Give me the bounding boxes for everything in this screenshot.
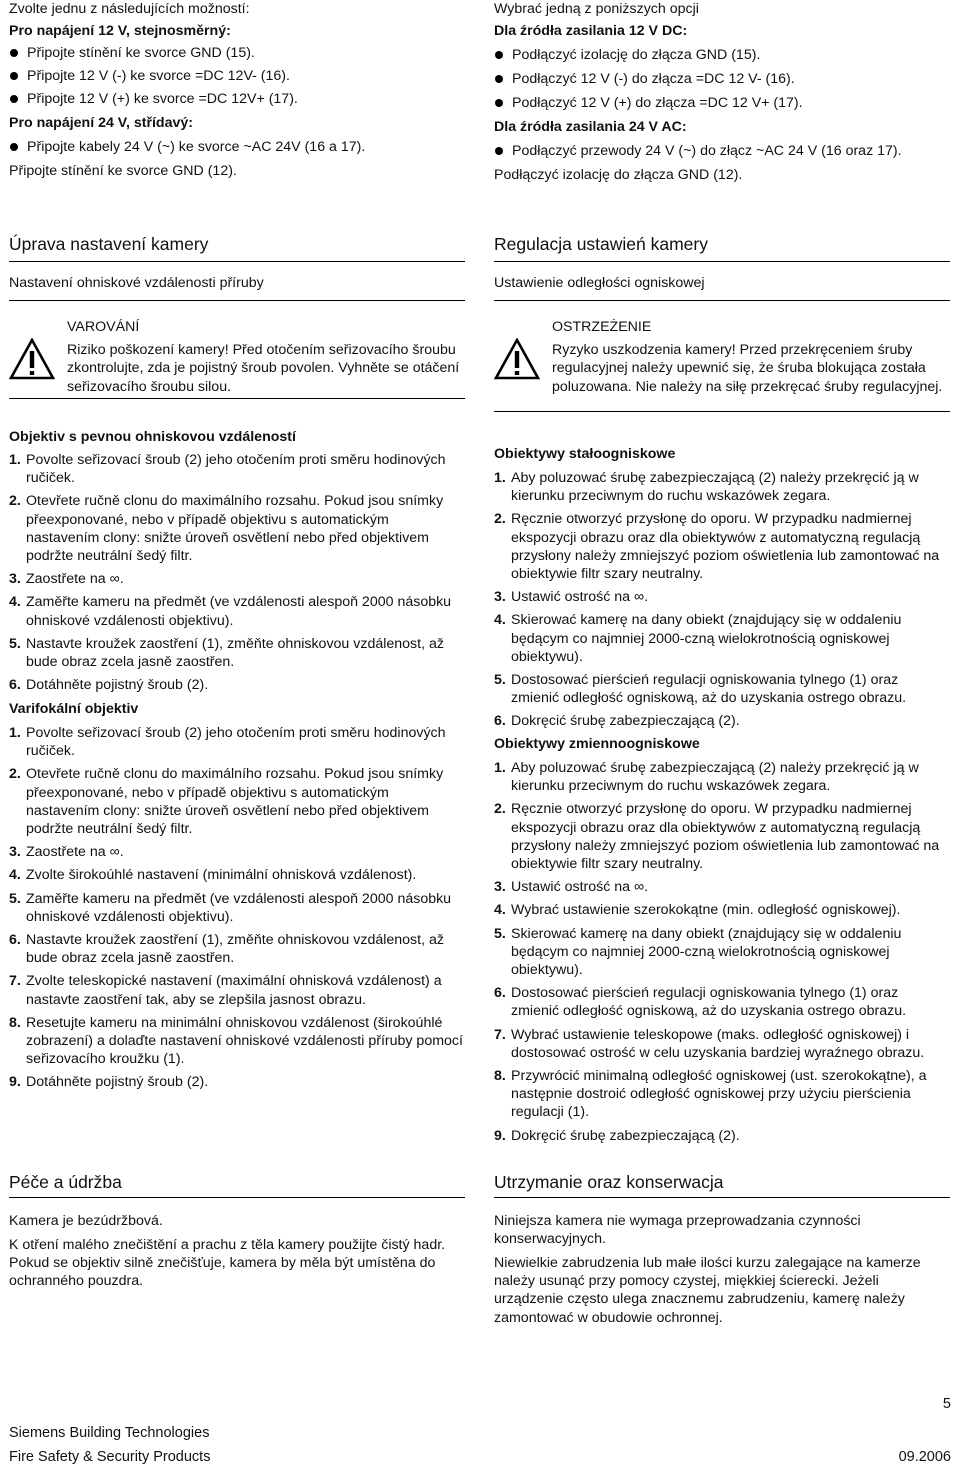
- step-item: 1. Povolte seřizovací šroub (2) jeho otočením proti směru hodinových ručiček.: [9, 725, 446, 760]
- step-item: 8. Resetujte kameru na minimální ohniskovou vzdálenost (širokoúhlé zobrazení) a dolaďte nastavení ohniskové vzdálenosti příruby pomocí seřizovacího kroužku (1).: [9, 1014, 463, 1068]
- step-item: 3. Zaostřete na ∞.: [9, 844, 124, 861]
- footer-division: Fire Safety & Security Products: [9, 1449, 211, 1465]
- footer-row: [9, 1449, 951, 1465]
- cz-adjust-title-block: [9, 234, 465, 262]
- pl-warning-box: [494, 318, 950, 412]
- cz-warning-box: [9, 318, 465, 399]
- pl-fixed-heading: Obiektywy stałoogniskowe: [494, 446, 676, 462]
- step-item: 1. Aby poluzować śrubę zabezpieczającą (2) należy przekręcić ją w kierunku przeciwnym do ruchu wskazówek zegara.: [494, 760, 919, 795]
- cz-dc-item: Připojte 12 V (+) ke svorce =DC 12V+ (17).: [9, 90, 483, 108]
- cz-warning-text: Riziko poškození kamery! Před otočením seřizovacího šroubu zkontrolujte, zda je pojistný šroub povolen. Vyhněte se otáčení seřizovacího šroubu silou.: [67, 342, 460, 395]
- footer-date: 09.2006: [898, 1449, 951, 1465]
- pl-ac-heading: Dla źródła zasilania 24 V AC:: [494, 119, 687, 135]
- step-item: 2. Otevřete ručně clonu do maximálního rozsahu. Pokud jsou snímky přeexponované, nebo v případě objektivu s automatickým nastavením clony: snižte úroveň osvětlení nebo před objektivem podržte neutrální šedý filtr.: [9, 493, 444, 565]
- cz-dc-heading: Pro napájení 12 V, stejnosměrný:: [9, 23, 231, 39]
- step-item: 7. Zvolte teleskopické nastavení (maximální ohnisková vzdálenost) a nastavte zaostření tak, aby se zlepšila jasnost obrazu.: [9, 973, 442, 1008]
- pl-fixed-steps: [494, 469, 950, 736]
- cz-care-p1: Kamera je bezúdržbová.: [9, 1213, 163, 1229]
- footer-company: Siemens Building Technologies: [9, 1425, 210, 1441]
- pl-dc-item: Podłączyć 12 V (-) do złącza =DC 12 V- (16).: [494, 70, 960, 88]
- step-item: 3. Ustawić ostrość na ∞.: [494, 589, 649, 606]
- cz-vari-heading: Varifokální objektiv: [9, 701, 139, 717]
- step-item: 5. Skierować kamerę na dany obiekt (znajdujący się w oddaleniu będącym co najmniej 2000-czną wielokrotnością ogniskowej obiektywu).: [494, 925, 902, 979]
- divider: [494, 300, 950, 301]
- page-number: 5: [942, 1396, 951, 1412]
- step-item: 6. Dokręcić śrubę zabezpieczającą (2).: [494, 713, 740, 730]
- step-item: 5. Nastavte kroužek zaostření (1), změňte ohniskovou vzdálenost, až bude obraz zcela jasně zaostřen.: [9, 635, 444, 671]
- pl-dc-heading: Dla źródła zasilania 12 V DC:: [494, 23, 688, 39]
- pl-care-p1: Niniejsza kamera nie wymaga przeprowadzania czynności konserwacyjnych.: [494, 1213, 861, 1248]
- pl-vari-steps: [494, 759, 950, 1150]
- cz-care-title: Péče a údržba: [9, 1172, 122, 1192]
- cz-fixed-heading: Objektiv s pevnou ohniskovou vzdáleností: [9, 429, 296, 445]
- step-item: 9. Dotáhněte pojistný šroub (2).: [9, 1074, 209, 1091]
- warning-icon: [9, 338, 55, 380]
- pl-care-title: Utrzymanie oraz konserwacja: [494, 1172, 724, 1192]
- cz-ac-heading: Pro napájení 24 V, střídavý:: [9, 115, 193, 131]
- warning-icon: [494, 338, 540, 380]
- pl-ac-item: Podłączyć przewody 24 V (~) do złącz ~AC 24 V (16 oraz 17).: [494, 142, 960, 160]
- cz-care-p2: K otření malého znečištění a prachu z těla kamery použijte čistý hadr. Pokud se objektiv silně znečišťuje, kamera by měla být umístěna do ochranného pouzdra.: [9, 1237, 446, 1290]
- pl-warning-text: Ryzyko uszkodzenia kamery! Przed przekręceniem śruby regulacyjnej należy upewnić się, że śruba blokująca została poluzowana. Nie należy na siłę przekręcać śruby regulacyjnej.: [552, 342, 943, 395]
- pl-adjust-subtitle: Ustawienie odległości ogniskowej: [494, 275, 705, 291]
- step-item: 6. Dostosować pierścień regulacji ogniskowania tylnego (1) oraz zmienić odległość ogniskową, aż do uzyskania ostrego obrazu.: [494, 985, 907, 1020]
- pl-dc-item: Podłączyć izolację do złącza GND (15).: [494, 46, 960, 64]
- step-item: 2. Ręcznie otworzyć przysłonę do oporu. W przypadku nadmiernej ekspozycji obrazu oraz dla obiektywów z automatyczną regulacją przysłony należy zmniejszyć poziom oświetlenia lub zamontować na obiektywie filtr szary neutralny.: [494, 511, 940, 583]
- step-item: 4. Zvolte širokoúhlé nastavení (minimální ohnisková vzdálenost).: [9, 867, 417, 884]
- pl-vari-heading: Obiektywy zmiennoogniskowe: [494, 736, 700, 752]
- cz-adjust-title: Úprava nastavení kamery: [9, 234, 209, 254]
- pl-adjust-title: Regulacja ustawień kamery: [494, 234, 708, 254]
- cz-intro: Zvolte jednu z následujících možností:: [9, 1, 250, 17]
- cz-warning-title: VAROVÁNÍ: [67, 319, 140, 335]
- pl-care-p2: Niewielkie zabrudzenia lub małe ilości kurzu zalegające na kamerze należy usunąć przy pomocy czystej, miękkiej ścierecki. Jeżeli urządzenie często ulega znacznemu zabrudzeniu, kamerę należy zamontować w obudowie ochronnej.: [494, 1255, 921, 1326]
- step-item: 8. Przywrócić minimalną odległość ogniskowej (ust. szerokokątne), a następnie dostroić odległość ogniskowej przy użyciu pierścienia regulacji (1).: [494, 1068, 927, 1121]
- step-item: 4. Zaměřte kameru na předmět (ve vzdálenosti alespoň 2000 násobku ohniskové vzdálenosti objektivu).: [9, 594, 452, 629]
- cz-vari-steps: [9, 724, 465, 1097]
- cz-dc-item: Připojte stínění ke svorce GND (15).: [9, 44, 483, 62]
- cz-adjust-subtitle: Nastavení ohniskové vzdálenosti příruby: [9, 275, 264, 291]
- step-item: 1. Povolte seřizovací šroub (2) jeho otočením proti směru hodinových ručiček.: [9, 452, 446, 487]
- cz-fixed-steps: [9, 451, 465, 699]
- step-item: 3. Ustawić ostrość na ∞.: [494, 879, 649, 896]
- cz-care-title-block: [9, 1172, 465, 1198]
- step-item: 9. Dokręcić śrubę zabezpieczającą (2).: [494, 1127, 740, 1144]
- pl-care-title-block: [494, 1172, 950, 1198]
- divider: [9, 300, 465, 301]
- step-item: 4. Skierować kamerę na dany obiekt (znajdujący się w oddaleniu będącym co najmniej 2000-czną wielokrotnością ogniskowej obiektywu).: [494, 612, 902, 665]
- step-item: 2. Otevřete ručně clonu do maximálního rozsahu. Pokud jsou snímky přeexponované, nebo v případě objektivu s automatickým nastavením clony: snižte úroveň osvětlení nebo před objektivem podržte neutrální šedý filtr.: [9, 766, 444, 838]
- step-item: 6. Dotáhněte pojistný šroub (2).: [9, 677, 209, 694]
- cz-ac-tail: Připojte stínění ke svorce GND (12).: [9, 163, 237, 179]
- pl-warning-title: OSTRZEŻENIE: [552, 319, 652, 335]
- step-item: 5. Dostosować pierścień regulacji ogniskowania tylnego (1) oraz zmienić odległość ogniskową, aż do uzyskania ostrego obrazu.: [494, 672, 907, 707]
- step-item: 6. Nastavte kroužek zaostření (1), změňte ohniskovou vzdálenost, až bude obraz zcela jasně zaostřen.: [9, 932, 444, 967]
- step-item: 1. Aby poluzować śrubę zabezpieczającą (2) należy przekręcić ją w kierunku przeciwnym do ruchu wskazówek zegara.: [494, 470, 919, 505]
- step-item: 2. Ręcznie otworzyć przysłonę do oporu. W przypadku nadmiernej ekspozycji obrazu oraz dla obiektywów z automatyczną regulacją przysłony należy zmniejszyć poziom oświetlenia lub zamontować na obiektywie filtr szary neutralny.: [494, 801, 940, 873]
- cz-dc-item: Připojte 12 V (-) ke svorce =DC 12V- (16).: [9, 67, 483, 85]
- pl-ac-tail: Podłączyć izolację do złącza GND (12).: [494, 167, 743, 183]
- step-item: 3. Zaostřete na ∞.: [9, 571, 124, 588]
- pl-dc-item: Podłączyć 12 V (+) do złącza =DC 12 V+ (17).: [494, 94, 960, 112]
- pl-adjust-title-block: [494, 234, 950, 262]
- step-item: 7. Wybrać ustawienie teleskopowe (maks. odległość ogniskowej) i dostosować ostrość w celu uzyskania bardziej wyraźnego obrazu.: [494, 1026, 925, 1061]
- step-item: 4. Wybrać ustawienie szerokokątne (min. odległość ogniskowej).: [494, 902, 901, 919]
- pl-intro: Wybrać jedną z poniższych opcji: [494, 1, 699, 17]
- step-item: 5. Zaměřte kameru na předmět (ve vzdálenosti alespoň 2000 násobku ohniskové vzdálenosti objektivu).: [9, 890, 452, 925]
- cz-ac-item: Připojte kabely 24 V (~) ke svorce ~AC 24V (16 a 17).: [9, 138, 483, 156]
